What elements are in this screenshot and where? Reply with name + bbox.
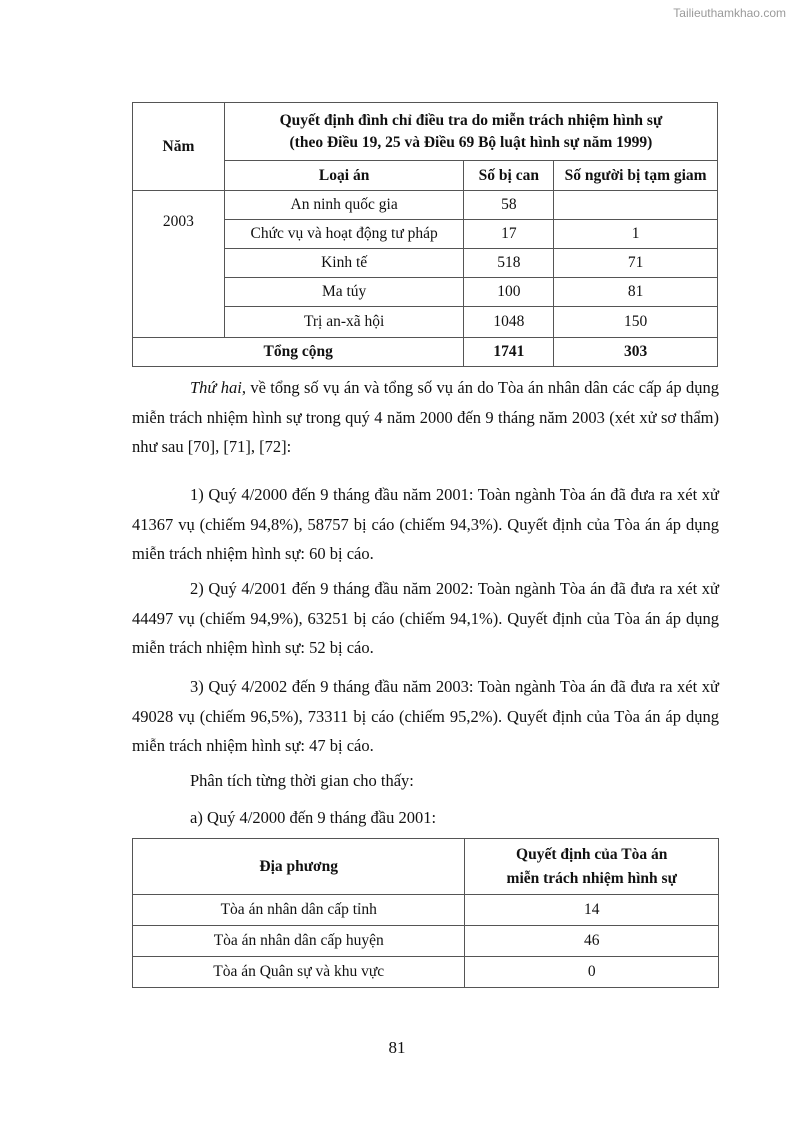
paragraph-second-text: , về tổng số vụ án và tổng số vụ án do Tòa án nhân dân các cấp áp dụng miễn trách nhiệm hình sự trong quý 4 năm 2000 đến 9 tháng năm 2003 (xét xử sơ thẩm) như sau [70], [71], [72]: — [132, 378, 719, 456]
total-detained: 303 — [554, 338, 718, 367]
paragraph-period-3: 3) Quý 4/2002 đến 9 tháng đầu năm 2003: Toàn ngành Tòa án đã đưa ra xét xử 49028 vụ (chiếm 96,5%), 73311 bị cáo (chiếm 95,2%). Quyết định của Tòa án áp dụng miễn trách nhiệm hình sự: 47 bị cáo. — [132, 677, 719, 755]
paragraph-period-1: 1) Quý 4/2000 đến 9 tháng đầu năm 2001: Toàn ngành Tòa án đã đưa ra xét xử 41367 vụ (chiếm 94,8%), 58757 bị cáo (chiếm 94,3%). Quyết định của Tòa án áp dụng miễn trách nhiệm hình sự: 60 bị cáo. — [132, 485, 719, 563]
header-group-line2: (theo Điều 19, 25 và Điều 69 Bộ luật hình sự năm 1999) — [289, 133, 653, 151]
cell-locality: Tòa án nhân dân cấp tỉnh — [133, 895, 465, 926]
table-row — [133, 191, 718, 220]
cell-defendants: 17 — [464, 220, 554, 249]
table-court-decisions — [132, 838, 719, 988]
cell-defendants: 100 — [464, 278, 554, 307]
header-defendants: Số bị can — [464, 161, 554, 191]
cell-case-type: Kinh tế — [224, 249, 464, 278]
paragraph-period-2: 2) Quý 4/2001 đến 9 tháng đầu năm 2002: Toàn ngành Tòa án đã đưa ra xét xử 44497 vụ (chiếm 94,9%), 63251 bị cáo (chiếm 94,1%). Quyết định của Tòa án áp dụng miễn trách nhiệm hình sự: 52 bị cáo. — [132, 579, 719, 657]
paragraph-second-italic: Thứ hai — [190, 378, 242, 397]
paragraph-analysis: Phân tích từng thời gian cho thấy: — [190, 771, 414, 790]
cell-defendants: 1048 — [464, 307, 554, 338]
cell-defendants: 58 — [464, 191, 554, 220]
header-decision-line1: Quyết định của Tòa án — [516, 845, 668, 863]
table-row — [133, 895, 719, 926]
table-total-row — [133, 338, 718, 367]
table-row — [133, 926, 719, 957]
total-label: Tổng cộng — [133, 338, 464, 367]
header-locality: Địa phương — [133, 839, 465, 895]
cell-case-type: An ninh quốc gia — [224, 191, 464, 220]
cell-detained: 150 — [554, 307, 718, 338]
header-group-line1: Quyết định đình chỉ điều tra do miễn trách nhiệm hình sự — [279, 111, 663, 129]
cell-locality: Tòa án Quân sự và khu vực — [133, 957, 465, 988]
cell-value: 46 — [465, 926, 719, 957]
cell-detained — [554, 191, 718, 220]
header-decision-line2: miễn trách nhiệm hình sự — [506, 869, 677, 887]
header-decision — [465, 839, 719, 895]
watermark: Tailieuthamkhao.com — [673, 6, 786, 20]
paragraph-subheading-a: a) Quý 4/2000 đến 9 tháng đầu 2001: — [190, 808, 437, 827]
cell-detained: 81 — [554, 278, 718, 307]
cell-case-type: Trị an-xã hội — [224, 307, 464, 338]
header-year: Năm — [133, 103, 225, 191]
header-detained: Số người bị tạm giam — [554, 161, 718, 191]
cell-defendants: 518 — [464, 249, 554, 278]
total-defendants: 1741 — [464, 338, 554, 367]
cell-value: 0 — [465, 957, 719, 988]
cell-case-type: Ma túy — [224, 278, 464, 307]
header-group — [224, 103, 717, 161]
table-case-termination-2003 — [132, 102, 718, 367]
paragraph-second — [132, 373, 719, 462]
cell-detained: 71 — [554, 249, 718, 278]
cell-detained: 1 — [554, 220, 718, 249]
cell-case-type: Chức vụ và hoạt động tư pháp — [224, 220, 464, 249]
page-number: 81 — [388, 1038, 406, 1057]
header-case-type: Loại án — [224, 161, 464, 191]
table-row — [133, 957, 719, 988]
cell-value: 14 — [465, 895, 719, 926]
cell-year: 2003 — [133, 191, 225, 338]
cell-locality: Tòa án nhân dân cấp huyện — [133, 926, 465, 957]
